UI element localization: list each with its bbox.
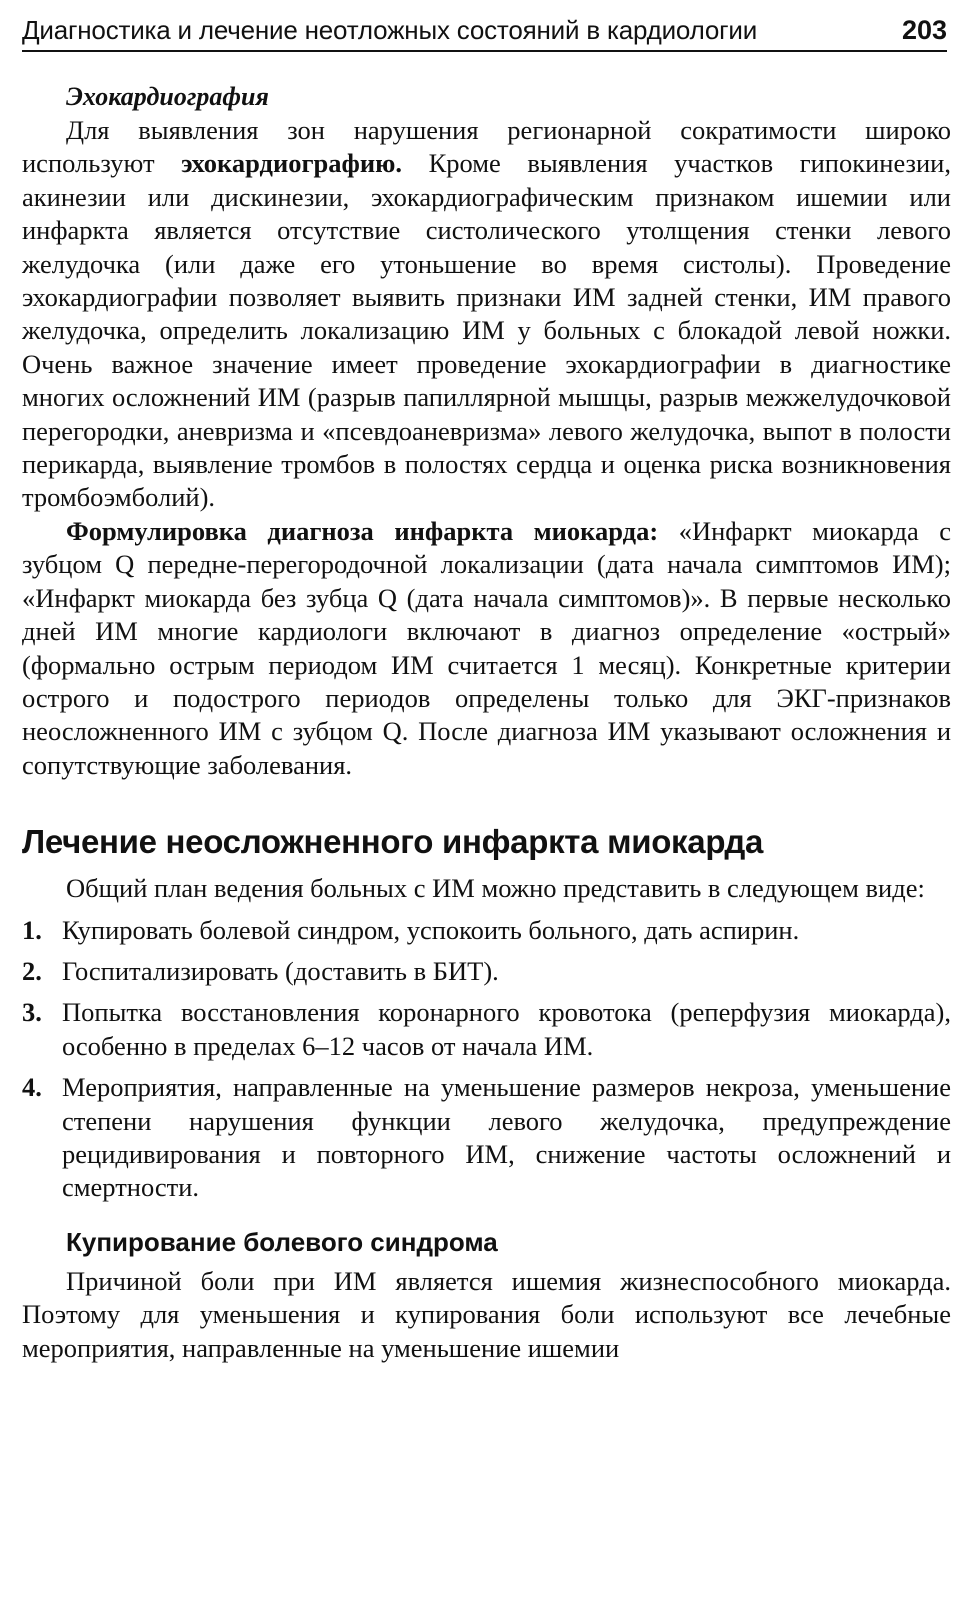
diagnosis-term: Формулировка диагноза инфаркта миокарда:: [66, 515, 659, 546]
echo-term: эхокардиографию.: [181, 148, 402, 179]
echo-paragraph-rest: Кроме выявления участков гипокинезии, акинезии или дискинезии, эхокардиографическим признаком ишемии или инфаркта является отсутствие систолического утолщения стенки левого желудочка (или даже его утоньшение во время систолы). Проведение эхокардиографии позволяет выявить признаки ИМ задней стенки, ИМ правого желудочка, определить локализацию ИМ у больных с блокадой левой ножки. Очень важное значение имеет проведение эхокардиографии в диагностике многих осложнений ИМ (разрыв папиллярной мышцы, разрыв межжелудочковой перегородки, аневризма и «псевдоаневризма» левого желудочка, выпот в полости перикарда, выявление тромбов в полостях сердца и оценка риска возникновения тромбоэмболий).: [22, 148, 951, 513]
echo-paragraph: [22, 114, 951, 515]
pain-heading: Купирование болевого синдрома: [66, 1226, 498, 1257]
list-item-text: Госпитализировать (доставить в БИТ).: [62, 955, 499, 986]
pain-paragraph: Причиной боли при ИМ является ишемия жизнеспособного миокарда. Поэтому для уменьшения и купирования боли используют все лечебные мероприятия, направленные на уменьшение ишемии: [22, 1265, 951, 1363]
list-item-number: 4.: [22, 1072, 42, 1103]
page-number: 203: [901, 15, 947, 45]
diagnosis-paragraph: [22, 515, 951, 782]
treatment-heading: Лечение неосложненного инфаркта миокарда: [22, 823, 764, 861]
list-item-text: Мероприятия, направленные на уменьшение размеров некроза, уменьшение степени нарушения функции левого желудочка, предупреждение рецидивирования и повторного ИМ, снижение частоты осложнений и смертности.: [62, 1072, 951, 1203]
list-item-text: Попытка восстановления коронарного кровотока (реперфузия миокарда), особенно в пределах 6–12 часов от начала ИМ.: [62, 997, 951, 1061]
diagnosis-paragraph-rest: «Инфаркт миокарда с зубцом Q передне-перегородочной локализации (дата начала симптомов ИМ); «Инфаркт миокарда без зубца Q (дата начала симптомов)». В первые несколько дней ИМ многие кардиологи включают в диагноз определение «острый» (формально острым периодом ИМ считается 1 месяц). Конкретные критерии острого и подострого периодов определены только для ЭКГ-признаков неосложненного ИМ с зубцом Q. После диагноза ИМ указывают осложнения и сопутствующие заболевания.: [22, 515, 952, 780]
echo-heading: Эхокардиография: [66, 82, 269, 111]
list-item: [22, 1071, 951, 1205]
running-header-title: Диагностика и лечение неотложных состояний в кардиологии: [22, 15, 758, 45]
echo-paragraph-start: Для выявления зон нарушения регионарной сократимости широко используют: [22, 115, 951, 179]
list-item: [22, 996, 951, 1063]
treatment-steps-list: [22, 914, 951, 1205]
list-item: [22, 914, 951, 947]
treatment-intro: Общий план ведения больных с ИМ можно представить в следующем виде:: [66, 873, 925, 904]
page-body: [22, 80, 951, 1365]
list-item-text: Купировать болевой синдром, успокоить больного, дать аспирин.: [62, 914, 800, 945]
list-item: [22, 955, 951, 988]
list-item-number: 2.: [22, 955, 42, 986]
list-item-number: 1.: [22, 914, 42, 945]
list-item-number: 3.: [22, 997, 42, 1028]
running-header: [22, 14, 947, 52]
